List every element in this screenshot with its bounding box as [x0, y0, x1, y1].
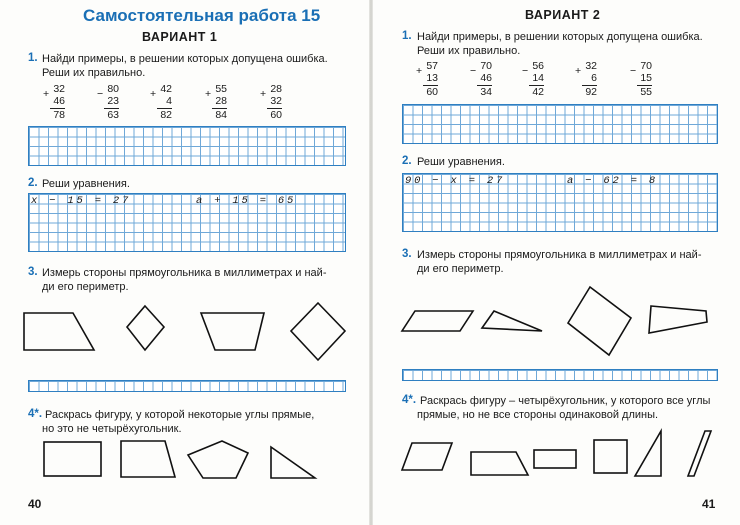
right-page — [372, 0, 740, 525]
variant-heading: ВАРИАНТ 2 — [525, 8, 601, 22]
parallelogram-shape — [402, 443, 452, 470]
example-operand-a: 32 — [585, 60, 597, 72]
task-3-line-1: Измерь стороны прямоугольника в миллиметрах и най- — [42, 267, 327, 279]
example-operator: + — [43, 88, 50, 100]
example-result: 42 — [529, 85, 544, 98]
task-1-line-1: Найди примеры, в решении которых допущена ошибка. — [42, 53, 328, 65]
equation-2: a − 62 = 8 — [567, 175, 659, 187]
right-trapezoid-shape — [471, 452, 528, 475]
task-4-line-1: Раскрась фигуру, у которой некоторые углы прямые, — [45, 409, 315, 421]
thin-parallelogram-shape — [688, 431, 711, 476]
equation-1: x − 15 = 27 — [31, 195, 132, 207]
example-operand-a: 55 — [215, 83, 227, 95]
example-result: 63 — [104, 108, 119, 121]
pentagon-shape — [188, 441, 248, 478]
example-operand-b: 4 — [166, 95, 172, 107]
task-1-number: 1. — [402, 30, 412, 42]
task-1-line-2: Реши их правильно. — [42, 67, 146, 79]
rectangle-shape — [44, 442, 101, 476]
example-operand-b: 46 — [53, 95, 65, 107]
example-operator: + — [575, 65, 582, 77]
page-title: Самостоятельная работа 15 — [83, 6, 321, 25]
example-result: 55 — [637, 85, 652, 98]
example-operand-b: 32 — [270, 95, 282, 107]
example-operand-b: 15 — [640, 72, 652, 84]
task-4-shapes — [372, 0, 740, 525]
variant-heading: ВАРИАНТ 1 — [142, 30, 218, 44]
example-operand-a: 32 — [53, 83, 65, 95]
task-3-number: 3. — [402, 248, 412, 260]
example-operand-a: 70 — [480, 60, 492, 72]
task-3-line-2: ди его периметр. — [42, 281, 129, 293]
example-result: 82 — [157, 108, 172, 121]
example-operand-b: 28 — [215, 95, 227, 107]
right-triangle-shape — [635, 431, 661, 476]
example-operand-b: 14 — [532, 72, 544, 84]
page-number: 41 — [702, 497, 716, 511]
example-operator: − — [630, 65, 637, 77]
task-2-text: Реши уравнения. — [42, 178, 130, 190]
page-number: 40 — [28, 497, 42, 511]
task-3-number: 3. — [28, 266, 38, 278]
square-shape — [594, 440, 627, 473]
equation-2: a + 15 = 65 — [196, 195, 297, 207]
task-2-number: 2. — [28, 177, 38, 189]
example-operator: + — [205, 88, 212, 100]
example-operand-a: 28 — [270, 83, 282, 95]
equation-1: 90 − x = 27 — [405, 175, 506, 187]
example-operand-b: 46 — [480, 72, 492, 84]
task-1-line-2: Реши их правильно. — [417, 45, 521, 57]
right-trapezoid-shape — [121, 441, 175, 477]
example-operator: + — [150, 88, 157, 100]
example-result: 84 — [212, 108, 227, 121]
example-result: 60 — [423, 85, 438, 98]
example-operator: + — [416, 65, 423, 77]
example-operand-b: 23 — [107, 95, 119, 107]
example-operator: − — [470, 65, 477, 77]
task-2-text: Реши уравнения. — [417, 156, 505, 168]
example-operand-b: 13 — [426, 72, 438, 84]
task-1-number: 1. — [28, 52, 38, 64]
example-result: 34 — [477, 85, 492, 98]
example-result: 78 — [50, 108, 65, 121]
task-1-line-1: Найди примеры, в решении которых допущена ошибка. — [417, 31, 703, 43]
task-4-number: 4*. — [402, 394, 417, 406]
example-operator: − — [522, 65, 529, 77]
task-3-line-2: ди его периметр. — [417, 263, 504, 275]
example-operand-a: 57 — [426, 60, 438, 72]
task-4-line-2: но это не четырёхугольник. — [42, 423, 182, 435]
task-2-number: 2. — [402, 155, 412, 167]
rectangle-shape — [534, 450, 576, 468]
example-result: 60 — [267, 108, 282, 121]
example-operand-a: 70 — [640, 60, 652, 72]
task-4-number: 4*. — [28, 408, 43, 420]
right-triangle-shape — [271, 447, 315, 478]
example-result: 92 — [582, 85, 597, 98]
task-4-line-1: Раскрась фигуру – четырёхугольник, у которого все углы — [420, 395, 711, 407]
example-operand-b: 6 — [591, 72, 597, 84]
example-operand-a: 80 — [107, 83, 119, 95]
example-operator: − — [97, 88, 104, 100]
task-4-line-2: прямые, но не все стороны одинаковой длины. — [417, 409, 659, 421]
task-3-line-1: Измерь стороны прямоугольника в миллиметрах и най- — [417, 249, 702, 261]
example-operator: + — [260, 88, 267, 100]
example-operand-a: 42 — [160, 83, 172, 95]
example-operand-a: 56 — [532, 60, 544, 72]
